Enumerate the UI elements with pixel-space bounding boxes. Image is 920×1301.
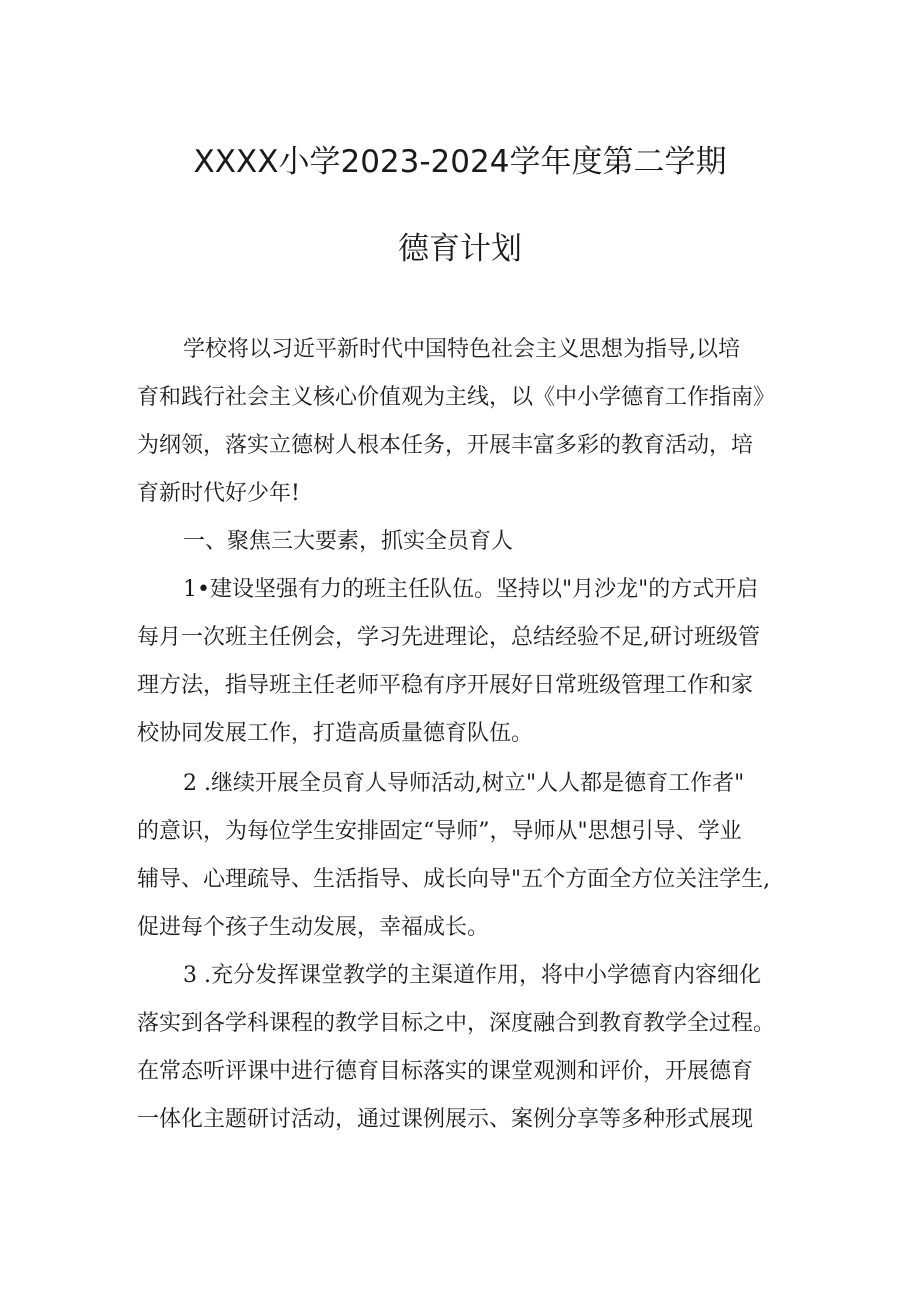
item-2-line-1: 2 .继续开展全员育人导师活动,树立"人人都是德育工作者" [183,771,745,796]
item-3-line-1: 3 .充分发挥课堂教学的主渠道作用，将中小学德育内容细化 [183,963,761,988]
item-1-line-4: 校协同发展工作，打造高质量德育队伍。 [137,721,534,746]
item-3-line-4: 一体化主题研讨活动，通过课例展示、案例分享等多种形式展现 [137,1107,754,1132]
item-3-line-3: 在常态听评课中进行德育目标落实的课堂观测和评价，开展德育 [137,1059,754,1084]
item-2-line-4: 促进每个孩子生动发展，幸福成长。 [137,915,490,940]
intro-line-3: 为纲领，落实立德树人根本任务，开展丰富多彩的教育活动，培 [137,433,754,458]
item-1-line-3: 理方法，指导班主任老师平稳有序开展好日常班级管理工作和家 [137,673,754,698]
intro-line-2: 育和践行社会主义核心价值观为主线，以《中小学德育工作指南》 [137,385,776,410]
document-title-line-2: 德育计划 [398,231,522,267]
intro-line-4: 育新时代好少年! [137,481,300,506]
document-title-line-1: XXXX小学2023-2024学年度第二学期 [193,144,727,180]
intro-line-1: 学校将以习近平新时代中国特色社会主义思想为指导,以培 [183,337,740,362]
item-3-line-2: 落实到各学科课程的教学目标之中，深度融合到教育教学全过程。 [137,1011,776,1036]
section-1-heading: 一、聚焦三大要素，抓实全员育人 [183,529,514,554]
item-1-line-1: 1•建设坚强有力的班主任队伍。坚持以"月沙龙"的方式开启 [183,577,759,602]
item-2-line-2: 的意识，为每位学生安排固定“导师”，导师从"思想引导、学业 [137,819,742,844]
item-1-line-2: 每月一次班主任例会，学习先进理论，总结经验不足,研讨班级管 [137,625,760,650]
item-2-line-3: 辅导、心理疏导、生活指导、成长向导"五个方面全方位关注学生, [137,867,771,892]
